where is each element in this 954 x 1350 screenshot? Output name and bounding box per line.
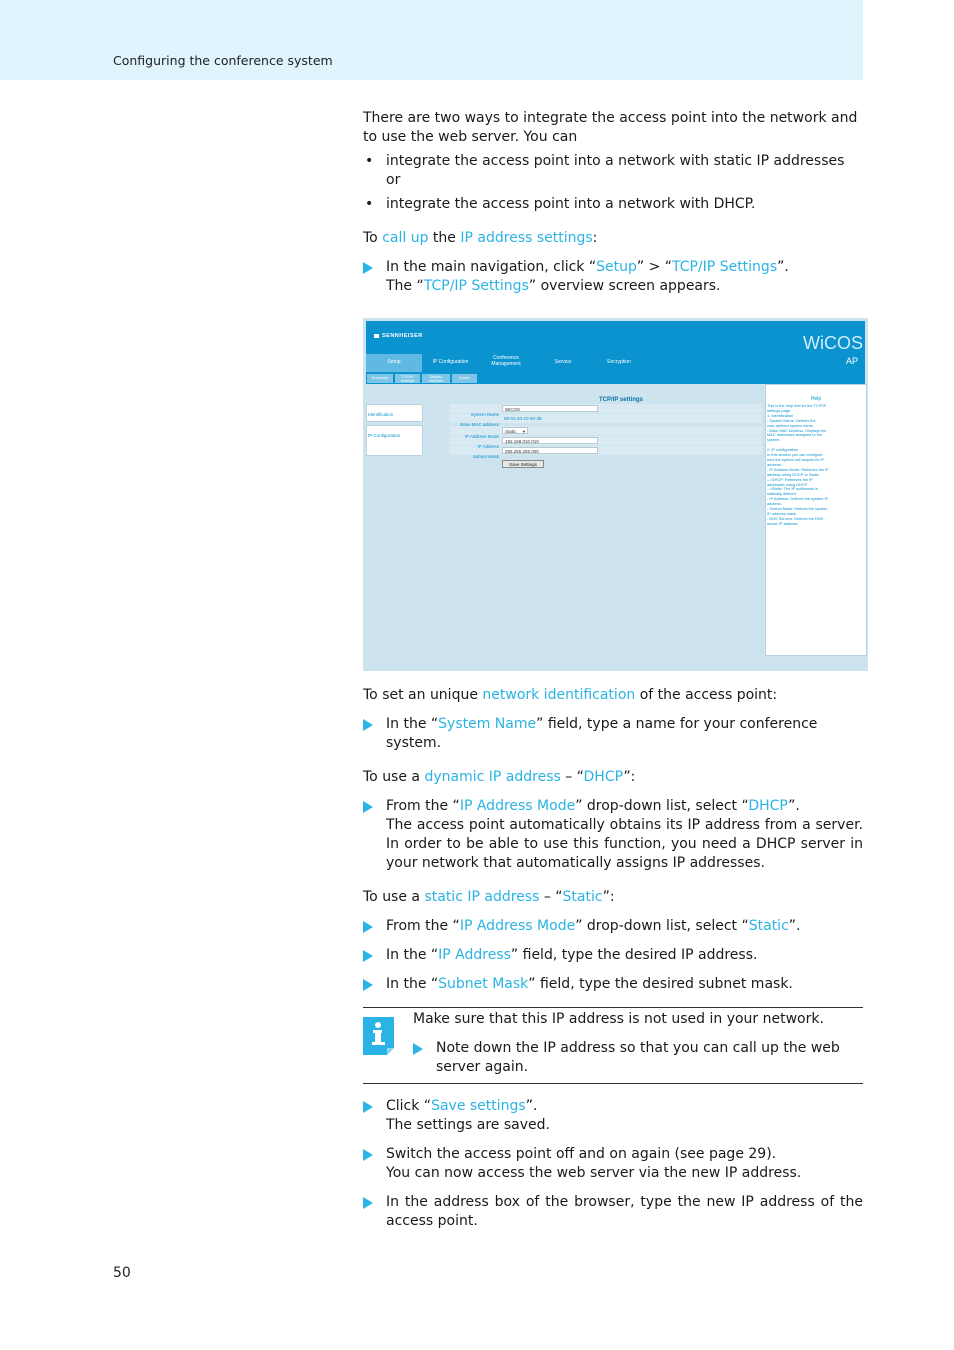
field-label: Subnet Mask [472,454,499,459]
glossary-link[interactable]: Subnet Mask [438,976,529,992]
step-arrow-icon [363,950,373,962]
glossary-link[interactable]: network identification [482,687,636,703]
glossary-link[interactable]: Static [562,889,603,905]
instruction-step: In the main navigation, click “Setup” > “TCP/IP Settings”. The “TCP/IP Settings” overview screen appears. [363,258,863,296]
step-arrow-icon [363,719,373,731]
nav-tab-setup[interactable]: Setup [387,359,401,365]
field-label: System Name [470,412,499,417]
help-title: Help [810,396,822,402]
field-label: Base MAC address [460,422,499,427]
base-mac-value: 00-01-20-10-00-3E [504,416,543,421]
subtab-summary[interactable]: Summary [367,374,393,383]
wicos-brand-sub: AP [845,356,858,366]
step-result: The settings are saved. [386,1117,550,1133]
nav-tab-encryption[interactable]: Encryption [607,359,631,365]
step-arrow-icon [363,262,373,274]
field-label: IP Address [477,444,499,449]
glossary-link[interactable]: IP Address Mode [459,798,576,814]
subtab-admin[interactable]: Admin [452,374,477,383]
logo-icon [374,334,379,338]
intro-text: There are two ways to integrate the access point into the network and to use the web server. You can [363,110,858,145]
bullet-item: • integrate the access point into a network with static IP addresses or [365,153,845,188]
glossary-link[interactable]: IP address settings [460,230,593,246]
page-header [0,0,863,80]
subtab-tcpip-settings[interactable]: TCP/IP Settings [395,374,420,383]
sidebar-item-ip-configuration[interactable]: IP Configuration [368,433,401,438]
glossary-link[interactable]: Setup [596,259,637,275]
bullet-icon: • [365,196,374,212]
system-name-input[interactable]: WiCOS [502,405,598,412]
glossary-link[interactable]: System Name [438,716,537,732]
glossary-link[interactable]: static IP address [424,889,540,905]
dhcp-intro: To use a dynamic IP address – “DHCP”: [363,769,636,785]
dropdown-arrow-icon: ▼ [522,429,526,434]
glossary-link[interactable]: TCP/IP Settings [423,278,529,294]
glossary-link[interactable]: DHCP [583,769,624,785]
static-intro: To use a static IP address – “Static”: [363,889,615,905]
instruction-step: Note down the IP address so that you can call up the web server again. [413,1039,863,1077]
note-text: Make sure that this IP address is not used in your network. [413,1011,824,1027]
nav-tab-service[interactable]: Service [554,359,572,365]
step-arrow-icon [363,1197,373,1209]
glossary-link[interactable]: DHCP [748,798,789,814]
glossary-link[interactable]: TCP/IP Settings [672,259,778,275]
instruction-step: From the “IP Address Mode” drop-down list, select “DHCP”. The access point automatically obtains its IP address from a server. In order to be able to use this function, you need a DHCP server in your network that automatically assigns IP addresses. [363,797,863,873]
step-result: The “TCP/IP Settings” overview screen appears. [386,278,721,294]
glossary-link[interactable]: IP Address Mode [459,918,576,934]
instruction-step: Click “Save settings”. The settings are saved. [363,1097,863,1135]
glossary-link[interactable]: dynamic IP address [424,769,561,785]
instruction-step: In the “Subnet Mask” field, type the desired subnet mask. [363,975,863,994]
page-number: 50 [113,1265,131,1281]
ip-address-input[interactable]: 192.168.010.010 [502,437,598,444]
field-label: IP Address Mode [464,434,499,439]
step-arrow-icon [363,1149,373,1161]
bullet-item: • integrate the access point into a network with DHCP. [365,196,756,212]
glossary-link[interactable]: call up [382,230,429,246]
step-arrow-icon [363,979,373,991]
glossary-link[interactable]: Save settings [431,1098,526,1114]
netid-intro: To set an unique network identification of the access point: [363,687,778,703]
nav-tab-ip-configuration[interactable]: IP Configuration [432,359,469,365]
step-result: You can now access the web server via the new IP address. [386,1165,802,1181]
info-icon [363,1017,394,1055]
instruction-step: Switch the access point off and on again (see page 29). You can now access the web server via the new IP address. [363,1145,863,1183]
step-result: The access point automatically obtains its IP address from a server. In order to be able to use this function, you need a DHCP server in your network that automatically assigns IP addresses. [386,817,863,871]
step-arrow-icon [413,1043,423,1055]
instruction-step: In the “IP Address” field, type the desired IP address. [363,946,863,965]
subtab-display-interface[interactable]: Display Interface [422,374,450,383]
web-interface-screenshot [363,318,868,671]
bullet-icon: • [365,153,374,169]
step-arrow-icon [363,1101,373,1113]
sennheiser-logo: SENNHEISER [374,327,423,346]
header-title: Configuring the conference system [113,53,333,68]
callup-intro: To call up the IP address settings: [363,230,598,246]
ip-address-mode-select[interactable]: Static ▼ [502,427,528,434]
sidebar-item-identification[interactable]: Identification [368,412,394,417]
nav-tab-conference-management[interactable]: Conference Management [491,355,521,367]
step-arrow-icon [363,801,373,813]
save-settings-button[interactable]: Save Settings [502,460,544,468]
step-arrow-icon [363,921,373,933]
settings-heading: TCP/IP settings [599,397,643,403]
subnet-mask-input[interactable]: 255.255.255.000 [502,447,598,454]
instruction-step: From the “IP Address Mode” drop-down list, select “Static”. [363,917,863,936]
main-content [363,109,863,1231]
info-note-box [363,1007,863,1084]
instruction-step: In the “System Name” field, type a name for your conference system. [363,715,863,753]
glossary-link[interactable]: Static [748,918,789,934]
wicos-brand: WiCOS [803,333,863,353]
help-text: This is the help text for the TCP/IP settings page. 1. Identification - System Name: Defines the user-defined system name. - Base MAC Address: Displays the MAC addresses assigned to the system. 2. IP configuration In this section you can configure how the system will acquire its IP address. - IP Address Mode: Retrieves the IP address using DHCP or Static. -->DHCP: Retrieves the IP addresses using DHCP -->Static: The IP addresses is statically defined. - IP Address: Defines the system IP address. - Subnet Mask: Defines the system IP address mask. - DNS Servers: Defines the DNS server IP address. [767,403,829,526]
glossary-link[interactable]: IP Address [438,947,511,963]
instruction-step: In the address box of the browser, type the new IP address of the access point. [363,1193,863,1231]
